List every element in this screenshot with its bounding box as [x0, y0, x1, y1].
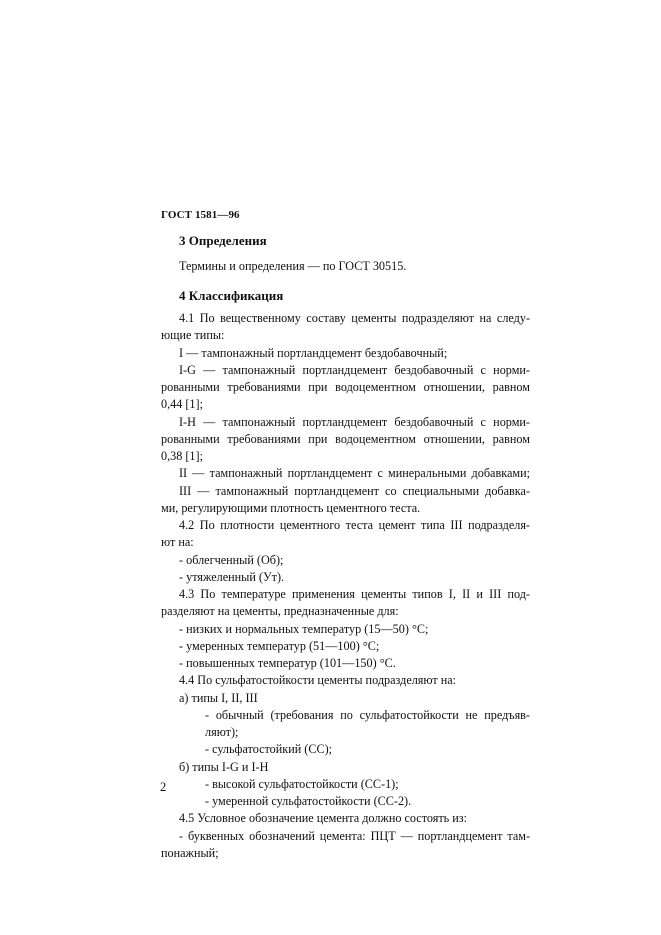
paragraph-line: рованными требованиями при водоцементном отношении, равном: [161, 380, 530, 394]
document-header: ГОСТ 1581—96: [161, 209, 240, 221]
paragraph-line: 4.5 Условное обозначение цемента должно состоять из:: [179, 811, 467, 826]
list-item: - низких и нормальных температур (15—50) °С;: [179, 621, 429, 636]
list-subheading: а) типы I, II, III: [179, 690, 258, 705]
paragraph-line: 4.2 По плотности цементного теста цемент типа III подразделя-: [179, 518, 530, 532]
list-item: - буквенных обозначений цемента: ПЦТ — портландцемент там-: [179, 828, 530, 843]
list-item: III — тампонажный портландцемент со специальными добавка-: [179, 483, 530, 498]
paragraph-line: ют на:: [161, 535, 194, 550]
list-item: I-G — тампонажный портландцемент бездобавочный с норми-: [179, 362, 530, 377]
list-item: - облегченный (Об);: [179, 552, 284, 567]
section-4-heading: 4 Классификация: [179, 288, 284, 303]
paragraph-line: 4.1 По вещественному составу цементы подразделяют на следу-: [179, 311, 530, 325]
section-3-heading: 3 Определения: [179, 233, 267, 248]
list-item: I — тампонажный портландцемент бездобавочный;: [179, 345, 448, 360]
paragraph-line: разделяют на цементы, предназначенные для:: [161, 604, 399, 619]
paragraph-line: ющие типы:: [161, 328, 225, 343]
list-item: II — тампонажный портландцемент с минеральными добавками;: [179, 466, 530, 481]
list-subheading: б) типы I-G и I-H: [179, 759, 269, 774]
list-item: - утяжеленный (Ут).: [179, 569, 285, 584]
paragraph-line: 0,38 [1];: [161, 449, 203, 463]
section-4-body: [161, 310, 530, 862]
paragraph-line: 0,44 [1];: [161, 397, 203, 412]
list-item: ляют);: [205, 725, 239, 739]
list-item: - умеренной сульфатостойкости (СС-2).: [205, 794, 412, 808]
list-item: - сульфатостойкий (СС);: [205, 742, 333, 757]
paragraph-line: 4.4 По сульфатостойкости цементы подразделяют на:: [179, 673, 457, 688]
list-item: - повышенных температур (101—150) °С.: [179, 656, 396, 670]
section-3-text: Термины и определения — по ГОСТ 30515.: [179, 259, 407, 273]
list-item: - обычный (требования по сульфатостойкости не предъяв-: [205, 707, 530, 722]
list-item: - умеренных температур (51—100) °С;: [179, 638, 380, 653]
list-item: I-H — тампонажный портландцемент бездобавочный с норми-: [179, 414, 530, 429]
paragraph-line: 4.3 По температуре применения цементы типов I, II и III под-: [179, 587, 530, 601]
paragraph-line: понажный;: [161, 845, 219, 860]
page-number: 2: [160, 780, 167, 794]
paragraph-line: рованными требованиями при водоцементном отношении, равном: [161, 431, 530, 446]
list-item: - высокой сульфатостойкости (СС-1);: [205, 776, 399, 791]
paragraph-line: ми, регулирующими плотность цементного теста.: [161, 500, 421, 515]
